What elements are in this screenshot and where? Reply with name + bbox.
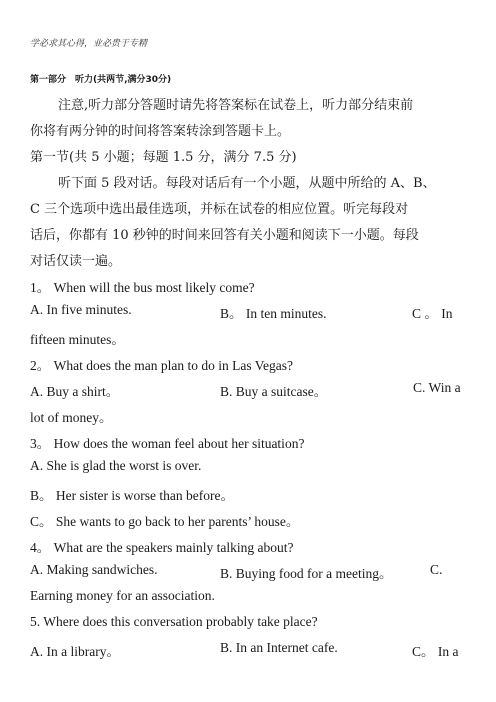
question-1-stem: 1。 When will the bus most likely come? [30, 280, 255, 295]
instruction-line-2: C 三个选项中选出最佳选项，并标在试卷的相应位置。听完每段对 [30, 202, 409, 217]
question-4-option-b: B. Buying food for a meeting。 [220, 566, 393, 581]
instruction-line-4: 对话仅读一遍。 [30, 254, 122, 269]
question-5-stem: 5. Where does this conversation probably take place? [30, 614, 318, 629]
instruction-line-1: 听下面 5 段对话。每段对话后有一个小题，从题中所给的 A、B、 [58, 176, 436, 191]
question-2-option-c-continued: lot of money。 [30, 410, 113, 425]
question-3-stem: 3。 How does the woman feel about her situation? [30, 436, 305, 451]
notice-line-1: 注意,听力部分答题时请先将答案标在试卷上，听力部分结束前 [58, 98, 414, 113]
header-motto: 学必求其心得，业必贵于专精 [30, 39, 148, 49]
question-5-option-a: A. In a library。 [30, 644, 120, 659]
question-1-option-a: A. In five minutes. [30, 302, 132, 317]
question-4-option-c-continued: Earning money for an association. [30, 588, 215, 603]
question-2-option-c: C. Win a [413, 380, 461, 395]
question-1-option-c-continued: fifteen minutes。 [30, 332, 125, 347]
question-4-option-a: A. Making sandwiches. [30, 562, 158, 577]
question-5-option-c: C。 In a [412, 644, 459, 659]
question-4-option-c: C. [430, 562, 443, 577]
question-2-option-a: A. Buy a shirt。 [30, 384, 120, 399]
question-3-option-b: B。 Her sister is worse than before。 [30, 488, 234, 503]
question-2-option-b: B. Buy a suitcase。 [220, 384, 328, 399]
question-3-option-c: C。 She wants to go back to her parents’ house。 [30, 514, 300, 529]
part-title: 第一部分 听力(共两节,满分30分) [30, 75, 172, 85]
question-1-option-c: C 。 In [412, 306, 453, 321]
question-3-option-a: A. She is glad the worst is over. [30, 458, 202, 473]
question-1-option-b: B。 In ten minutes. [220, 306, 327, 321]
instruction-line-3: 话后，你都有 10 秒钟的时间来回答有关小题和阅读下一小题。每段 [30, 228, 419, 243]
question-2-stem: 2。 What does the man plan to do in Las Vegas? [30, 358, 293, 373]
notice-line-2: 你将有两分钟的时间将答案转涂到答题卡上。 [30, 124, 291, 139]
section-title: 第一节(共 5 小题；每题 1.5 分，满分 7.5 分) [30, 150, 297, 165]
question-5-option-b: B. In an Internet cafe. [220, 640, 338, 655]
question-4-stem: 4。 What are the speakers mainly talking about? [30, 540, 294, 555]
